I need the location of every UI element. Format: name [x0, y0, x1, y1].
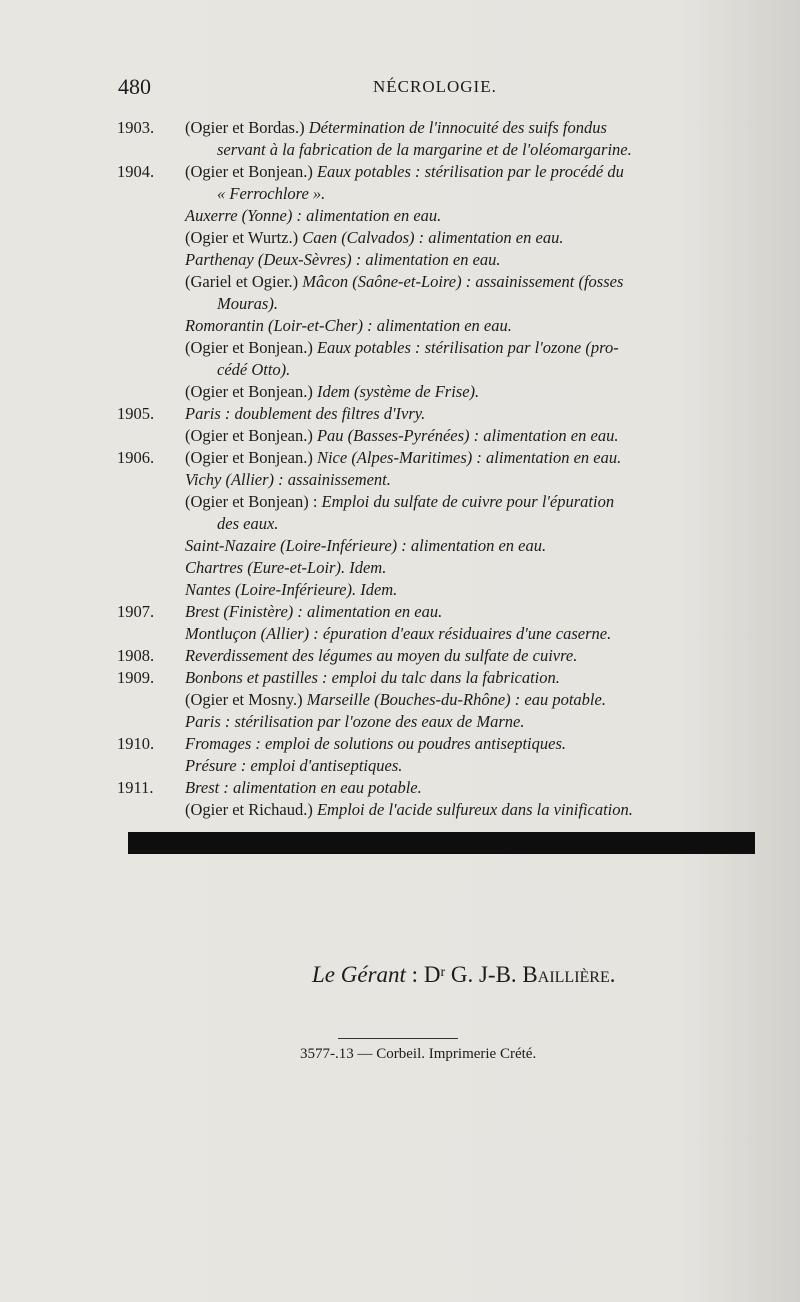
entry-text — [185, 557, 386, 579]
entry-line — [117, 117, 762, 139]
page-header — [118, 74, 758, 104]
entry-line — [117, 645, 762, 667]
entry-authors: (Ogier et Wurtz.) — [185, 228, 303, 247]
entry-title: Emploi du sulfate de cuivre pour l'épuration — [321, 492, 615, 511]
entry-year: 1908. — [117, 646, 155, 665]
gerant-title: D — [423, 962, 441, 987]
entry-text — [185, 117, 607, 139]
entry-title: Marseille (Bouches-du-Rhône) : eau potable. — [306, 690, 606, 709]
bibliography-list — [117, 117, 762, 821]
entry-line — [117, 513, 762, 535]
entry-line — [117, 359, 762, 381]
gerant-separator: : — [405, 962, 424, 987]
entry-line — [117, 799, 762, 821]
entry-authors: (Ogier et Bonjean.) — [185, 162, 317, 181]
entry-line — [117, 425, 762, 447]
entry-authors: (Ogier et Bordas.) — [185, 118, 309, 137]
entry-title: Bonbons et pastilles : emploi du talc dans la fabrication. — [185, 668, 560, 687]
entry-text — [217, 513, 278, 535]
entry-text — [185, 601, 442, 623]
entry-line — [117, 315, 762, 337]
entry-year: 1903. — [117, 118, 155, 137]
entry-title: Chartres (Eure-et-Loir). Idem. — [185, 558, 387, 577]
gerant-name: G. J-B. Baillière. — [445, 962, 616, 987]
entry-text — [185, 249, 501, 271]
entry-line — [117, 381, 762, 403]
entry-line — [117, 711, 762, 733]
entry-title: Nantes (Loire-Inférieure). Idem. — [185, 580, 398, 599]
entry-line — [117, 249, 762, 271]
entry-line — [117, 755, 762, 777]
entry-authors: (Ogier et Bonjean) : — [185, 492, 322, 511]
entry-title: Vichy (Allier) : assainissement. — [185, 470, 391, 489]
entry-title: Pau (Basses-Pyrénées) : alimentation en eau. — [316, 426, 619, 445]
entry-title: « Ferrochlore ». — [217, 184, 326, 203]
entry-title: Auxerre (Yonne) : alimentation en eau. — [185, 206, 442, 225]
entry-title: Détermination de l'innocuité des suifs fondus — [308, 118, 607, 137]
entry-text — [185, 799, 633, 821]
entry-text — [185, 205, 441, 227]
entry-text — [185, 425, 618, 447]
entry-line — [117, 777, 762, 799]
entry-text — [185, 755, 402, 777]
entry-text — [185, 161, 624, 183]
entry-text — [217, 293, 278, 315]
entry-title: servant à la fabrication de la margarine et de l'oléomargarine. — [217, 140, 632, 159]
entry-line — [117, 403, 762, 425]
entry-line — [117, 491, 762, 513]
gerant-title-sup: r — [440, 965, 446, 980]
entry-line — [117, 183, 762, 205]
entry-text — [185, 667, 560, 689]
entry-title: Paris : stérilisation par l'ozone des eaux de Marne. — [185, 712, 525, 731]
entry-line — [117, 337, 762, 359]
entry-line — [117, 139, 762, 161]
entry-line — [117, 271, 762, 293]
entry-title: Saint-Nazaire (Loire-Inférieure) : alimentation en eau. — [185, 536, 547, 555]
entry-line — [117, 623, 762, 645]
entry-title: Idem (système de Frise). — [316, 382, 480, 401]
entry-line — [117, 447, 762, 469]
entry-text — [185, 711, 524, 733]
entry-authors: (Ogier et Bonjean.) — [185, 338, 317, 357]
gerant-signature — [312, 962, 616, 988]
entry-line — [117, 227, 762, 249]
entry-title: Parthenay (Deux-Sèvres) : alimentation en eau. — [185, 250, 501, 269]
entry-title: Présure : emploi d'antiseptiques. — [185, 756, 403, 775]
entry-year: 1905. — [117, 404, 155, 423]
entry-text — [185, 491, 614, 513]
entry-text — [217, 359, 290, 381]
entry-text — [185, 403, 425, 425]
entry-year: 1907. — [117, 602, 155, 621]
entry-line — [117, 161, 762, 183]
entry-text — [185, 689, 606, 711]
entry-title: Caen (Calvados) : alimentation en eau. — [302, 228, 564, 247]
printer-footer: 3577-.13 — Corbeil. Imprimerie Crété. — [300, 1046, 537, 1062]
entry-text — [217, 183, 325, 205]
entry-authors: (Ogier et Bonjean.) — [185, 382, 317, 401]
entry-title: Fromages : emploi de solutions ou poudres antiseptiques. — [185, 734, 566, 753]
page-number: 480 — [118, 74, 151, 99]
entry-title: Nice (Alpes-Maritimes) : alimentation en eau. — [316, 448, 622, 467]
entry-title: des eaux. — [217, 514, 279, 533]
entry-line — [117, 601, 762, 623]
entry-line — [117, 667, 762, 689]
entry-authors: (Ogier et Bonjean.) — [185, 426, 317, 445]
entry-text — [185, 645, 577, 667]
entry-year: 1911. — [117, 778, 154, 797]
entry-title: Paris : doublement des filtres d'Ivry. — [185, 404, 426, 423]
separator-bar — [128, 832, 755, 854]
entry-year: 1910. — [117, 734, 155, 753]
entry-title: Emploi de l'acide sulfureux dans la vinification. — [316, 800, 633, 819]
gerant-label: Le Gérant — [312, 962, 406, 987]
entry-text — [185, 381, 479, 403]
entry-line — [117, 469, 762, 491]
entry-line — [117, 535, 762, 557]
entry-title: cédé Otto). — [217, 360, 291, 379]
entry-text — [185, 777, 422, 799]
entry-year: 1906. — [117, 448, 155, 467]
entry-line — [117, 579, 762, 601]
entry-title: Brest (Finistère) : alimentation en eau. — [185, 602, 443, 621]
entry-text — [185, 535, 546, 557]
running-head: NÉCROLOGIE. — [373, 77, 497, 96]
entry-title: Brest : alimentation en eau potable. — [185, 778, 422, 797]
entry-year: 1904. — [117, 162, 155, 181]
entry-authors: (Ogier et Bonjean.) — [185, 448, 317, 467]
entry-title: Mâcon (Saône-et-Loire) : assainissement (fosses — [302, 272, 624, 291]
entry-line — [117, 733, 762, 755]
entry-year: 1909. — [117, 668, 155, 687]
entry-line — [117, 205, 762, 227]
entry-authors: (Gariel et Ogier.) — [185, 272, 303, 291]
entry-authors: (Ogier et Mosny.) — [185, 690, 307, 709]
entry-line — [117, 557, 762, 579]
entry-text — [185, 623, 611, 645]
entry-text — [185, 337, 619, 359]
entry-title: Romorantin (Loir-et-Cher) : alimentation en eau. — [185, 316, 512, 335]
entry-text — [185, 447, 621, 469]
entry-title: Mouras). — [217, 294, 278, 313]
entry-line — [117, 689, 762, 711]
entry-authors: (Ogier et Richaud.) — [185, 800, 317, 819]
entry-line — [117, 293, 762, 315]
entry-title: Eaux potables : stérilisation par le procédé du — [316, 162, 624, 181]
entry-title: Reverdissement des légumes au moyen du sulfate de cuivre. — [185, 646, 578, 665]
footer-rule — [338, 1038, 458, 1039]
entry-text — [185, 733, 566, 755]
entry-text — [217, 139, 632, 161]
entry-title: Eaux potables : stérilisation par l'ozone (pro- — [316, 338, 619, 357]
entry-text — [185, 227, 563, 249]
entry-text — [185, 271, 623, 293]
entry-text — [185, 469, 391, 491]
entry-title: Montluçon (Allier) : épuration d'eaux résiduaires d'une caserne. — [185, 624, 612, 643]
entry-text — [185, 579, 397, 601]
entry-text — [185, 315, 512, 337]
